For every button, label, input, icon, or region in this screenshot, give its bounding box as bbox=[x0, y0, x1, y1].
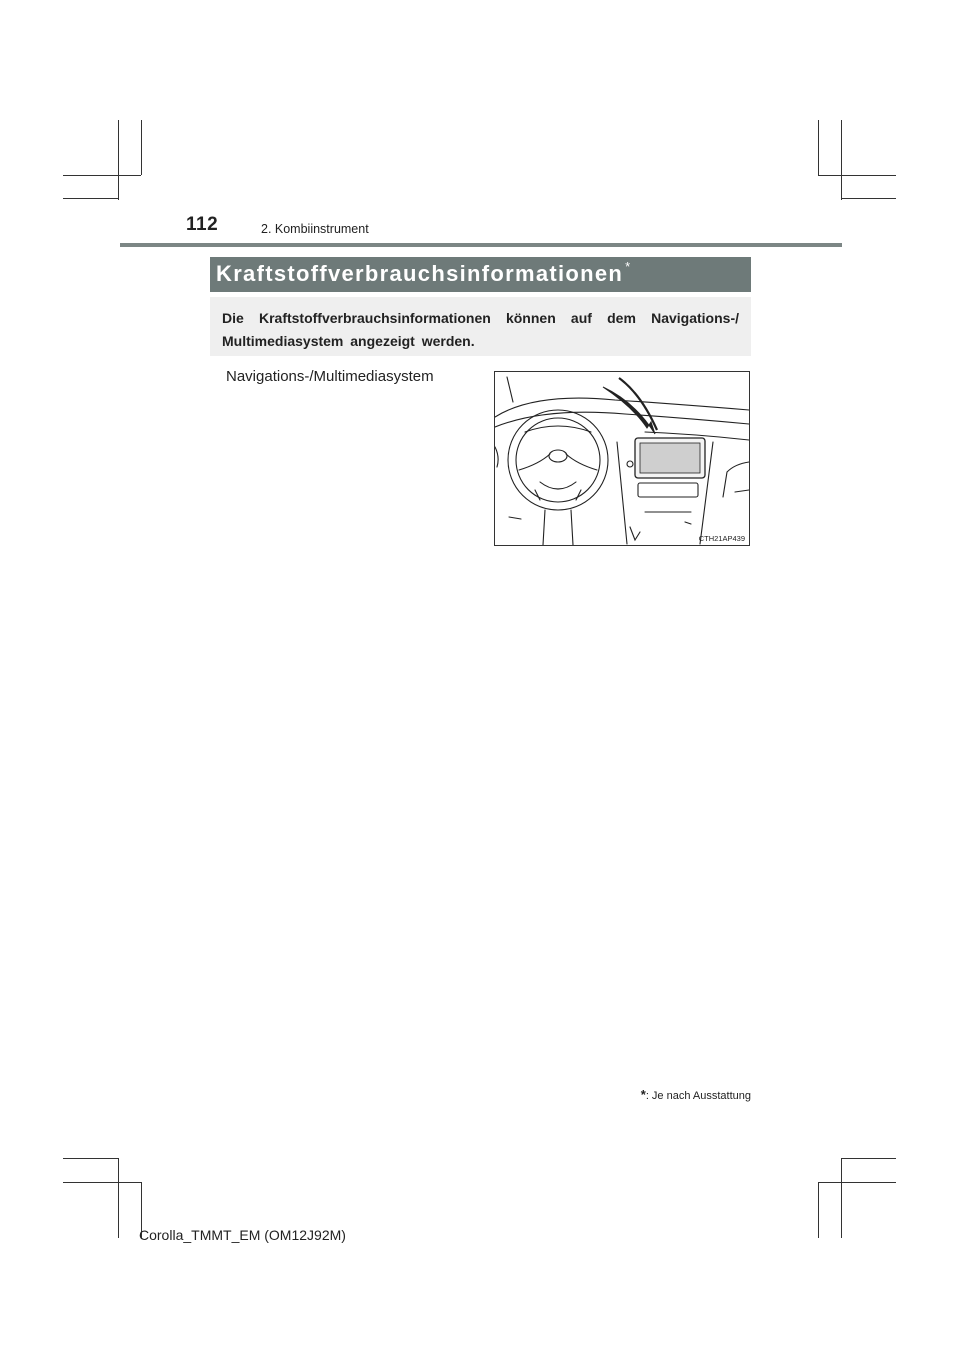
multimedia-display bbox=[640, 443, 700, 473]
intro-box bbox=[210, 297, 751, 356]
steering-wheel-lower-spoke bbox=[540, 482, 576, 489]
footnote-text: : Je nach Ausstattung bbox=[645, 1090, 751, 1102]
crop-mark bbox=[141, 120, 142, 175]
dashboard-illustration bbox=[494, 371, 750, 546]
crop-mark bbox=[818, 1182, 896, 1183]
dashboard-drawing bbox=[495, 372, 749, 545]
steering-wheel-outer bbox=[508, 410, 608, 510]
crop-mark bbox=[63, 175, 141, 176]
steering-wheel-emblem bbox=[549, 450, 567, 462]
crop-mark bbox=[841, 198, 896, 199]
crop-mark bbox=[63, 198, 118, 199]
crop-mark bbox=[63, 1158, 118, 1159]
a-pillar-line bbox=[507, 377, 513, 402]
crop-mark bbox=[818, 175, 896, 176]
button-circle bbox=[627, 461, 633, 467]
crop-mark bbox=[818, 120, 819, 175]
section-title bbox=[216, 261, 632, 287]
section-title-bar bbox=[210, 257, 751, 292]
climate-panel bbox=[638, 483, 698, 497]
dash-edge-line bbox=[495, 412, 749, 427]
document-id: Corolla_TMMT_EM (OM12J92M) bbox=[139, 1227, 346, 1243]
shifter-hint bbox=[630, 527, 640, 540]
crop-mark bbox=[841, 1158, 896, 1159]
footnote-marker: * bbox=[640, 1087, 646, 1102]
crop-mark bbox=[118, 120, 119, 200]
crop-mark bbox=[118, 1158, 119, 1238]
figure-code: CTH21AP439 bbox=[698, 534, 745, 543]
crop-mark bbox=[63, 1182, 141, 1183]
crop-mark bbox=[818, 1182, 819, 1238]
crop-mark bbox=[841, 120, 842, 200]
page-number: 112 bbox=[186, 214, 219, 235]
item-label: Navigations-/Multimediasystem bbox=[226, 368, 434, 385]
door-panel-line bbox=[495, 447, 498, 467]
pedal-line bbox=[509, 517, 521, 519]
crop-mark bbox=[841, 1158, 842, 1238]
console-left-line bbox=[617, 442, 627, 544]
optional-equipment-marker: * bbox=[625, 259, 632, 274]
steering-wheel-spoke-top bbox=[525, 426, 591, 432]
steering-column bbox=[543, 510, 573, 545]
console-detail-2 bbox=[685, 522, 691, 524]
header-rule bbox=[120, 243, 842, 247]
footnote bbox=[600, 1087, 751, 1102]
section-title-text: Kraftstoffverbrauchsinformationen bbox=[216, 261, 624, 286]
vent-line bbox=[735, 490, 749, 492]
chapter-title: 2. Kombiinstrument bbox=[261, 222, 369, 236]
intro-text: Die Kraftstoffverbrauchsinformationen können auf dem Navigations-/ Multimediasystem angezeigt werden. bbox=[222, 310, 739, 349]
